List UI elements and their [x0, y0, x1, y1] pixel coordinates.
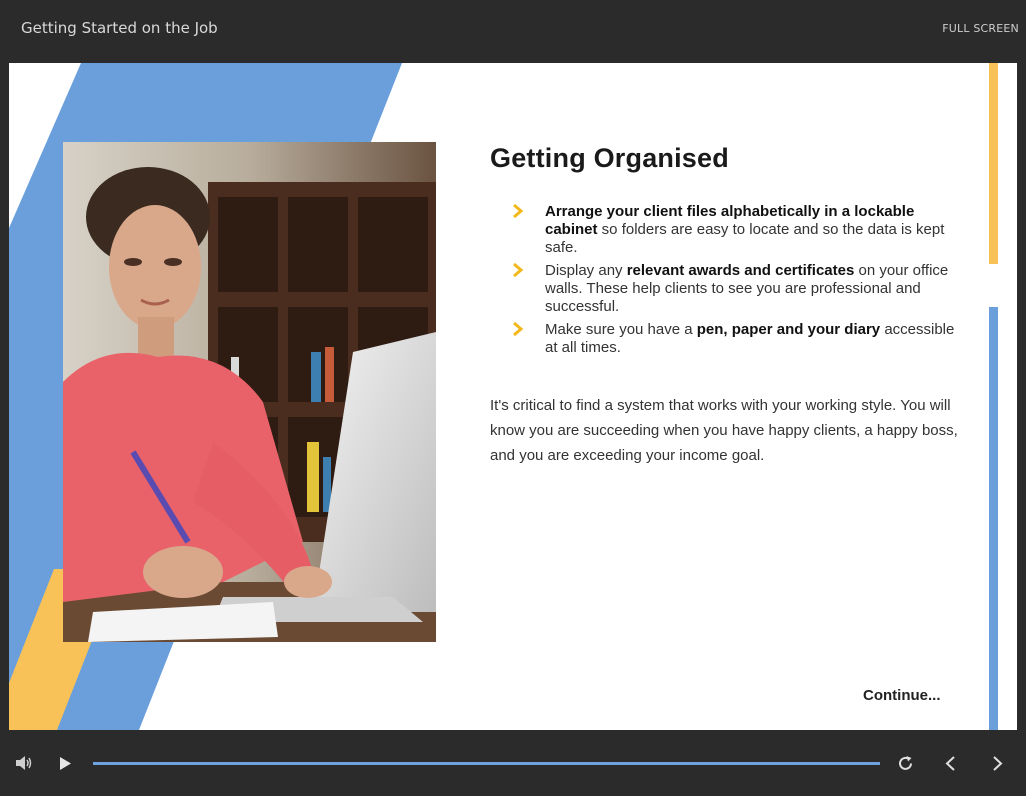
volume-icon[interactable]	[15, 755, 33, 771]
yellow-accent-bar	[989, 63, 998, 264]
play-icon[interactable]	[59, 756, 72, 771]
chevron-right-icon	[512, 204, 524, 218]
bullet-item	[512, 262, 962, 316]
woman-working-photo	[63, 142, 436, 642]
body-paragraph: It's critical to find a system that works with your working style. You will know you are succeeding when you have happy clients, a happy boss, and you are exceeding your income goal.	[490, 397, 958, 464]
player-controls	[0, 730, 1026, 796]
chevron-right-icon[interactable]	[992, 755, 1004, 772]
bullet-text: Display any	[545, 262, 627, 279]
top-bar	[0, 0, 1026, 62]
bullet-item	[512, 203, 962, 257]
bullet-bold: relevant awards and certificates	[626, 262, 855, 279]
course-title: Getting Started on the Job	[21, 19, 218, 37]
progress-bar-fill	[93, 762, 880, 765]
bullet-list	[512, 203, 962, 362]
progress-bar[interactable]	[93, 762, 880, 765]
replay-icon[interactable]	[897, 755, 914, 772]
chevron-right-icon	[512, 322, 524, 336]
bullet-bold: pen, paper and your diary	[696, 321, 881, 338]
slide-heading: Getting Organised	[490, 143, 729, 173]
chevron-right-icon	[512, 263, 524, 277]
chevron-left-icon[interactable]	[944, 755, 956, 772]
fullscreen-button[interactable]: FULL SCREEN	[942, 22, 1019, 35]
bullet-text: Make sure you have a	[545, 321, 697, 338]
bullet-bold: Arrange your client files alphabetically in a lockable cabinet	[545, 203, 915, 238]
bullet-text: accessible at all times.	[545, 321, 955, 356]
blue-accent-bar	[989, 307, 998, 730]
continue-button[interactable]: Continue...	[863, 687, 941, 704]
bullet-text: on your office walls. These help clients to see you are professional and successful.	[545, 262, 949, 315]
slide	[9, 63, 1017, 730]
bullet-text: so folders are easy to locate and so the data is kept safe.	[545, 221, 945, 256]
bullet-item	[512, 321, 962, 357]
